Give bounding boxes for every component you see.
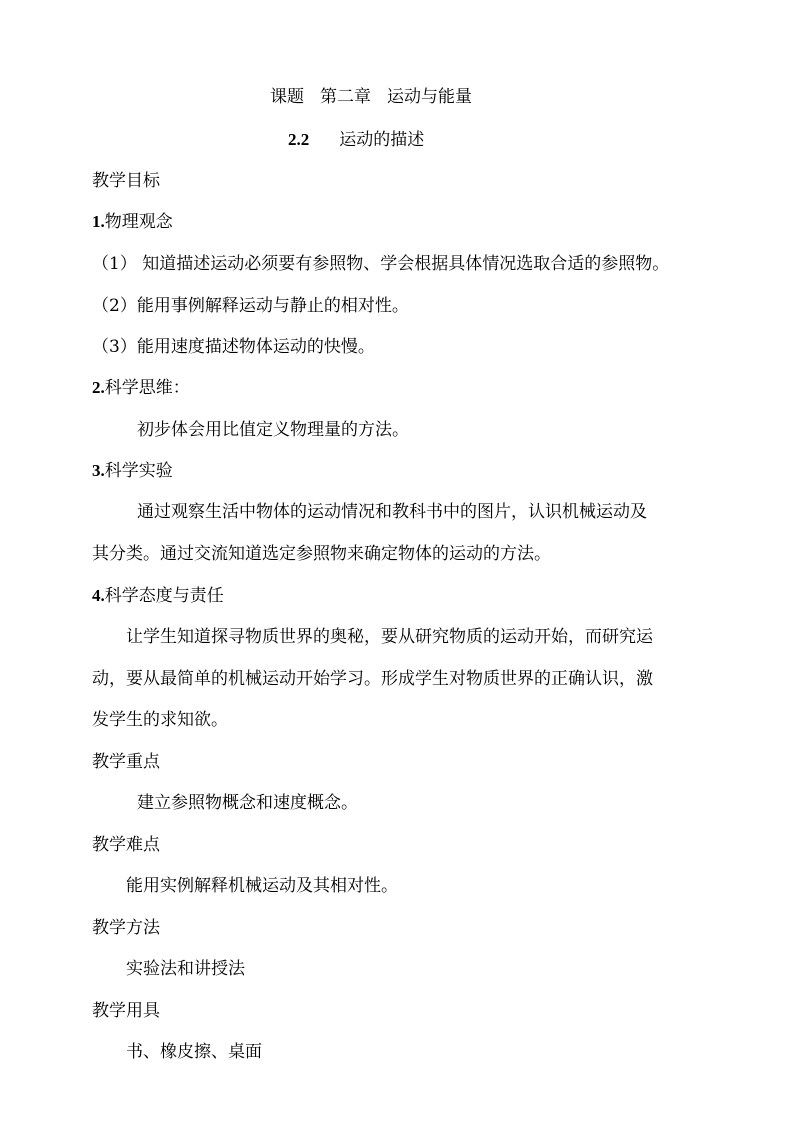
difficulties-heading: 教学难点 bbox=[92, 835, 160, 855]
attitude-line-3: 发学生的求知欲。 bbox=[92, 710, 228, 730]
thinking-heading-text: 科学思维： bbox=[104, 378, 190, 398]
concept-number: 1. bbox=[92, 212, 105, 231]
concept-item-1: （1） 知道描述运动必须要有参照物、学会根据具体情况选取合适的参照物。 bbox=[92, 254, 670, 274]
lesson-subtitle bbox=[288, 128, 424, 152]
objectives-heading: 教学目标 bbox=[92, 171, 160, 191]
title-topic: 运动与能量 bbox=[387, 87, 472, 107]
attitude-heading bbox=[92, 584, 224, 608]
experiment-heading-text: 科学实验 bbox=[104, 461, 173, 481]
methods-text: 实验法和讲授法 bbox=[126, 959, 245, 979]
key-points-heading: 教学重点 bbox=[92, 752, 160, 772]
experiment-number: 3. bbox=[92, 461, 105, 480]
attitude-number: 4. bbox=[92, 586, 105, 605]
lesson-number: 2.2 bbox=[288, 130, 310, 149]
experiment-heading bbox=[92, 459, 173, 483]
tools-heading: 教学用具 bbox=[92, 1001, 160, 1021]
lesson-title: 运动的描述 bbox=[339, 130, 425, 150]
key-points-text: 建立参照物概念和速度概念。 bbox=[137, 793, 358, 813]
title-prefix: 课题 bbox=[270, 87, 304, 107]
experiment-line-1: 通过观察生活中物体的运动情况和教科书中的图片，认识机械运动及 bbox=[137, 502, 647, 522]
thinking-number: 2. bbox=[92, 378, 105, 397]
attitude-line-2: 动，要从最简单的机械运动开始学习。形成学生对物质世界的正确认识，激 bbox=[92, 669, 653, 689]
concept-item-3: （3）能用速度描述物体运动的快慢。 bbox=[92, 337, 375, 357]
concept-heading-text: 物理观念 bbox=[104, 212, 173, 232]
methods-heading: 教学方法 bbox=[92, 918, 160, 938]
difficulties-text: 能用实例解释机械运动及其相对性。 bbox=[126, 876, 398, 896]
concept-item-2: （2）能用事例解释运动与静止的相对性。 bbox=[92, 296, 409, 316]
attitude-line-1: 让学生知道探寻物质世界的奥秘，要从研究物质的运动开始，而研究运 bbox=[126, 627, 653, 647]
thinking-text: 初步体会用比值定义物理量的方法。 bbox=[137, 420, 409, 440]
document-title bbox=[270, 85, 472, 109]
tools-text: 书、橡皮擦、桌面 bbox=[126, 1042, 262, 1062]
attitude-heading-text: 科学态度与责任 bbox=[104, 586, 224, 606]
experiment-line-2: 其分类。通过交流知道选定参照物来确定物体的运动的方法。 bbox=[92, 544, 551, 564]
title-chapter: 第二章 bbox=[320, 87, 371, 107]
concept-heading bbox=[92, 210, 173, 234]
thinking-heading bbox=[92, 376, 190, 400]
